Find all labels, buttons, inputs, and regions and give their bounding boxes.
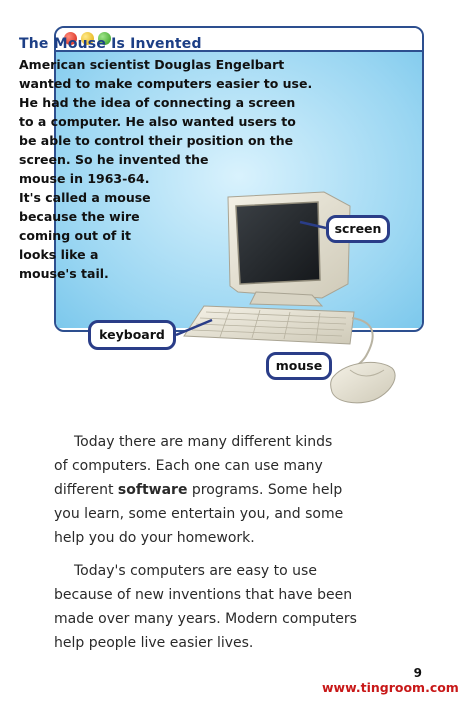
- screen-callout: screen: [326, 215, 390, 243]
- sidebar-line: mouse's tail.: [19, 266, 109, 281]
- body-text-line: made over many years. Modern computers: [54, 611, 357, 627]
- sidebar-line: be able to control their position on the: [19, 133, 294, 148]
- mouse-callout: mouse: [266, 352, 332, 380]
- body-text-line: help you do your homework.: [54, 530, 255, 546]
- sidebar-line: wanted to make computers easier to use.: [19, 76, 313, 91]
- body-text-line: because of new inventions that have been: [54, 587, 353, 603]
- keyboard-icon: [184, 306, 354, 344]
- body-text-line: help people live easier lives.: [54, 635, 254, 651]
- sidebar-line: mouse in 1963-64.: [19, 171, 150, 186]
- sidebar-line: screen. So he invented the: [19, 152, 209, 167]
- body-text-segment: different: [54, 482, 118, 498]
- bold-term-software: software: [117, 482, 188, 498]
- monitor-screen: [236, 202, 320, 284]
- body-text-line: Today's computers are easy to use: [74, 563, 317, 579]
- body-text-line: of computers. Each one can use many: [54, 458, 323, 474]
- body-text-line: [54, 482, 342, 498]
- sidebar-line: because the wire: [19, 209, 140, 224]
- keyboard-callout: keyboard: [88, 320, 176, 350]
- sidebar-line: looks like a: [19, 247, 99, 262]
- page-number: 9: [413, 666, 422, 680]
- watermark-link[interactable]: www.tingroom.com: [322, 680, 459, 695]
- body-text-line: Today there are many different kinds: [74, 434, 333, 450]
- sidebar-line: American scientist Douglas Engelbart: [19, 57, 285, 72]
- body-text-line: you learn, some entertain you, and some: [54, 506, 344, 522]
- sidebar-title: The Mouse Is Invented: [19, 36, 202, 52]
- sidebar-line: It's called a mouse: [19, 190, 151, 205]
- sidebar-line: to a computer. He also wanted users to: [19, 114, 296, 129]
- body-text-segment: programs. Some help: [187, 482, 343, 498]
- sidebar-line: He had the idea of connecting a screen: [19, 95, 296, 110]
- mouse-icon: [331, 362, 395, 402]
- sidebar-line: coming out of it: [19, 228, 131, 243]
